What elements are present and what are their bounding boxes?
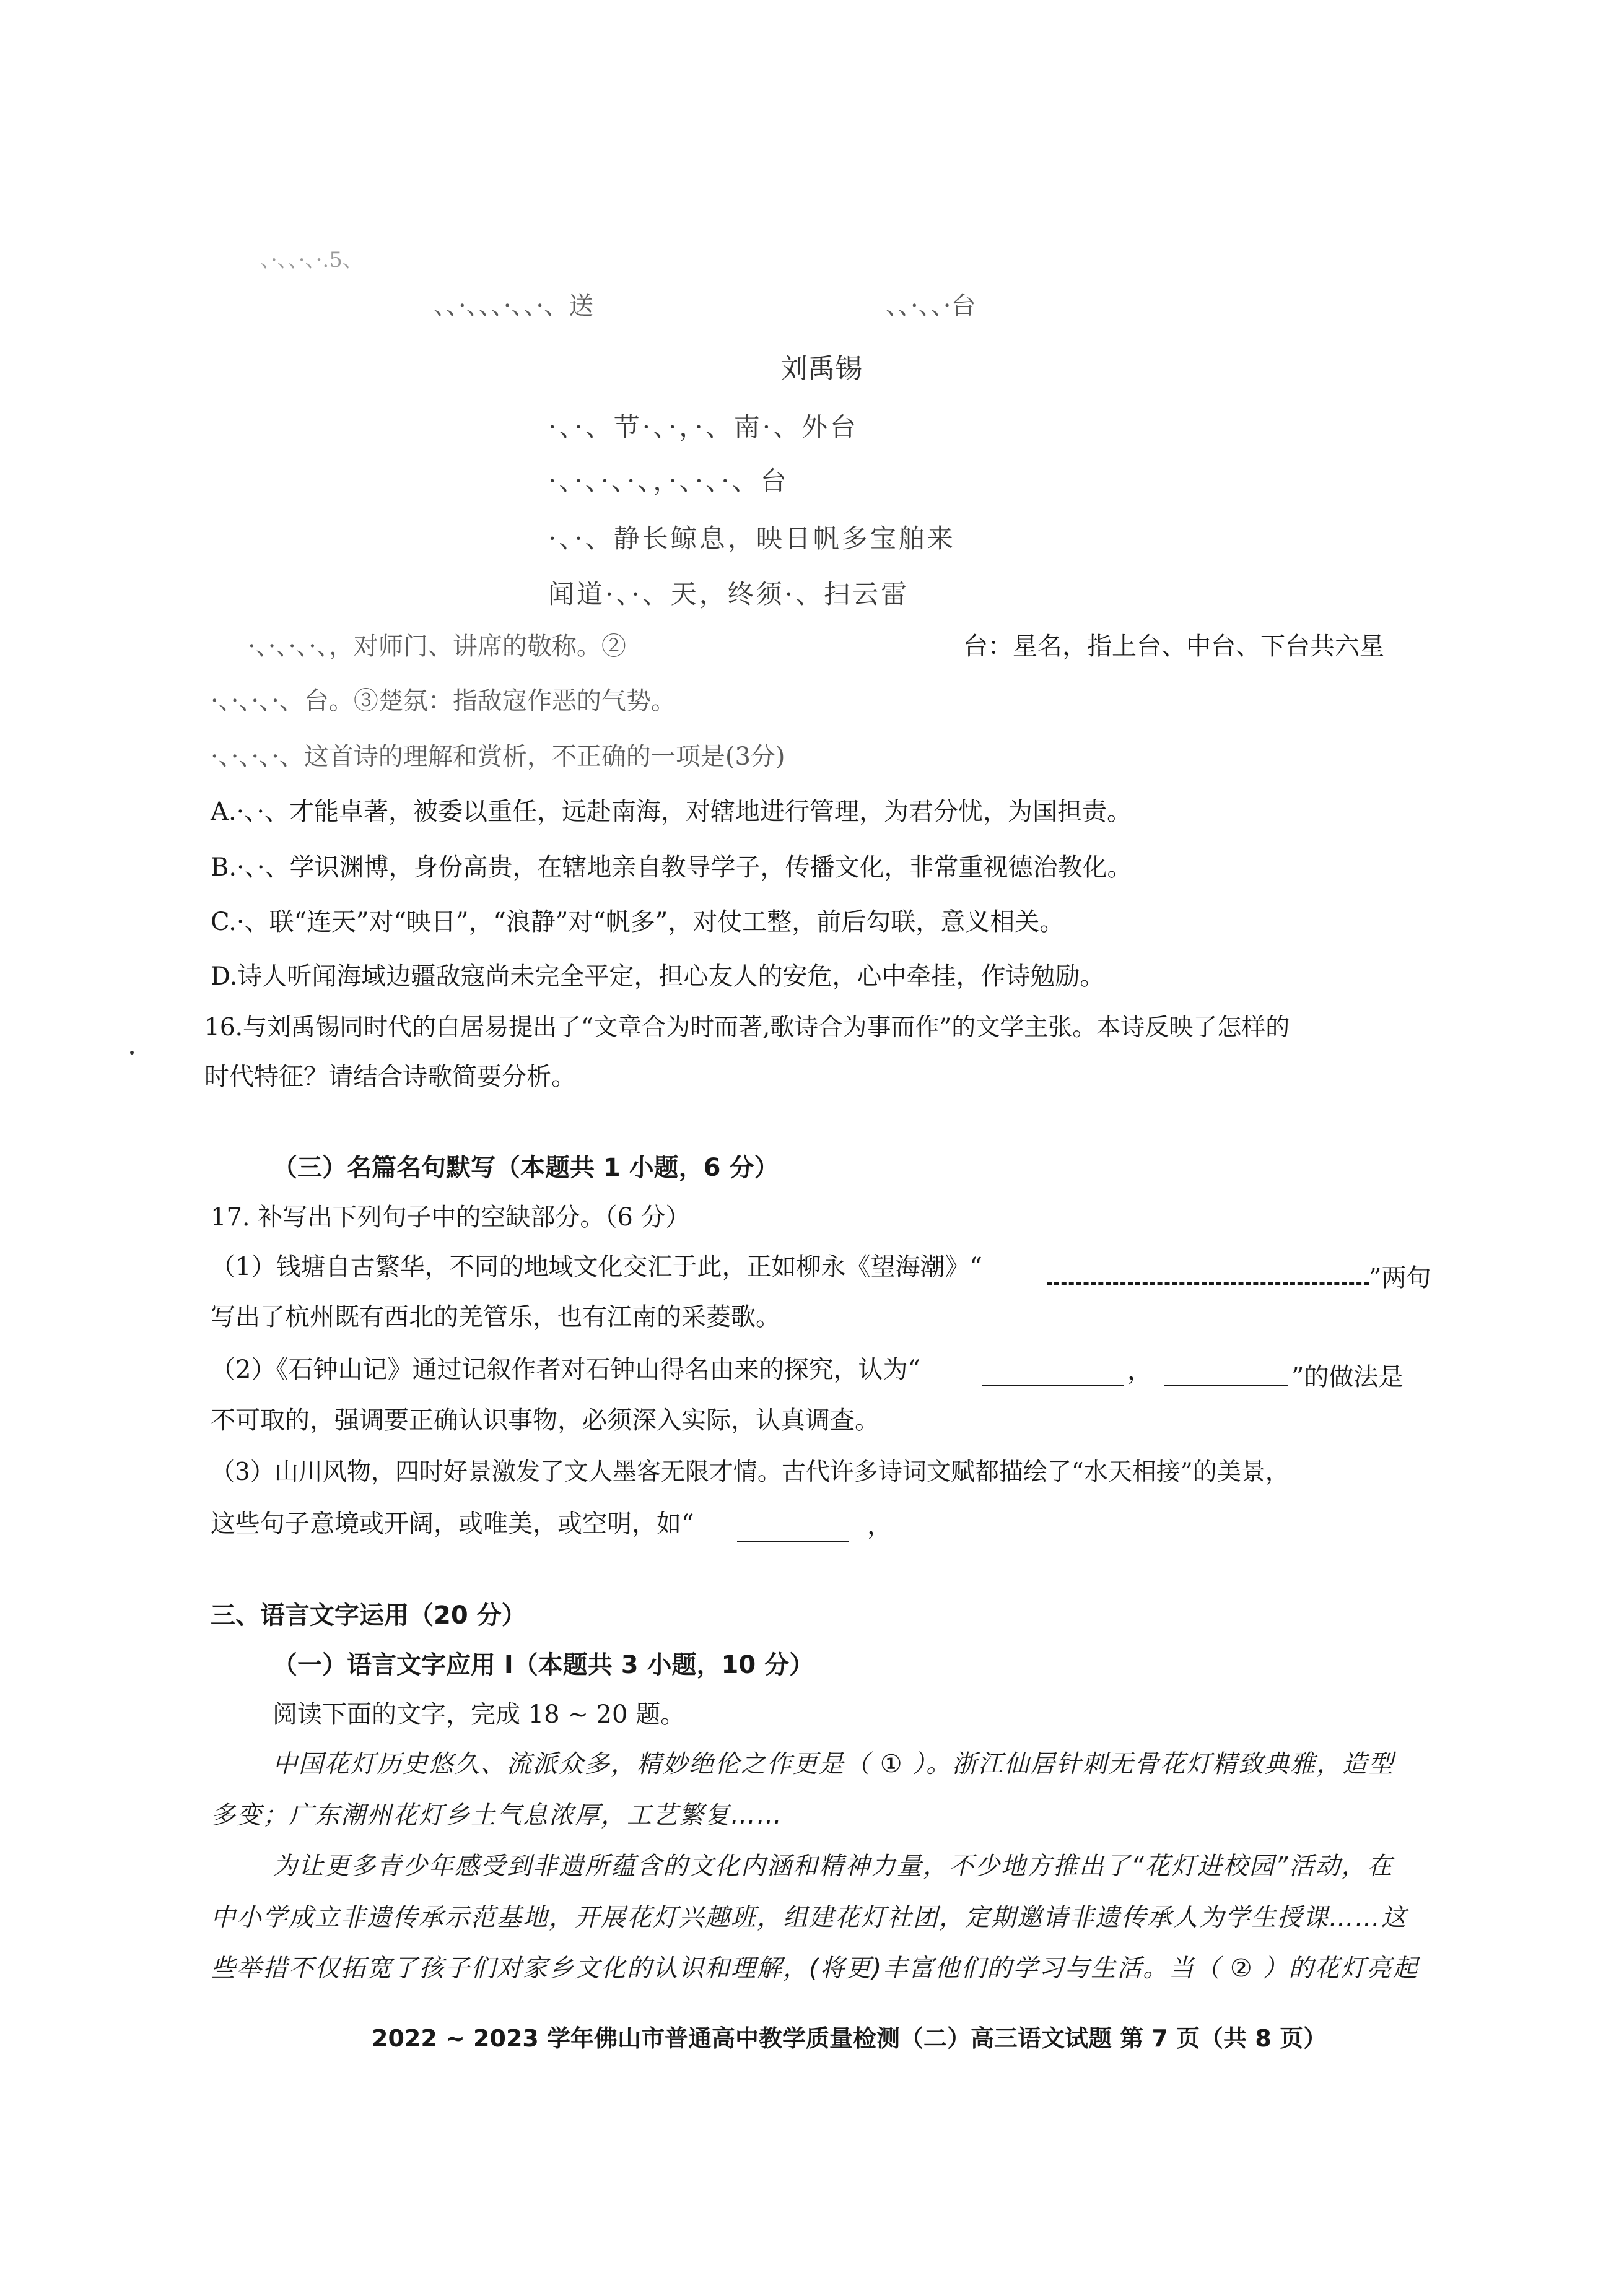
- note-line-1b: 台：星名，指上台、中台、下台共六星: [963, 632, 1384, 661]
- poet-name: 刘禹锡: [780, 353, 862, 385]
- q15-stem: ·、·、·、·、这首诗的理解和赏析，不正确的一项是(3分): [211, 742, 785, 771]
- q17-stem: 17. 补写出下列句子中的空缺部分。（6 分）: [211, 1203, 691, 1232]
- section-heading: （三）名篇名句默写（本题共 1 小题，6 分）: [273, 1154, 779, 1182]
- poem-line-2: ·、·、·、·、，·、·、·、台: [548, 466, 789, 496]
- passage-line-3: 为让更多青少年感受到非遗所蕴含的文化内涵和精神力量，不少地方推出了“花灯进校园”活动，在: [273, 1852, 1394, 1881]
- q17-3-answer-blank-1[interactable]: [737, 1524, 849, 1542]
- q15-option-b: B.·、·、学识渊博，身份高贵，在辖地亲自教导学子，传播文化，非常重视德治教化。: [211, 853, 1132, 882]
- passage-line-5: 些举措不仅拓宽了孩子们对家乡文化的认识和理解，(将更)丰富他们的学习与生活。当（ ② ）的花灯亮起: [211, 1954, 1419, 1983]
- q15-option-c: C.·、联“连天”对“映日”，“浪静”对“帆多”，对仗工整，前后勾联，意义相关。: [211, 908, 1065, 936]
- q17-2-text: （2）《石钟山记》通过记叙作者对石钟山得名由来的探究，认为“: [211, 1355, 920, 1384]
- poem-line-4: 闻道·、·、天，终须·、扫云雷: [548, 579, 910, 609]
- q17-3-text: （3）山川风物，四时好景激发了文人墨客无限才情。古代许多诗词文赋都描绘了“水天相接”的美景，: [211, 1458, 1290, 1486]
- q17-1-line-2: 写出了杭州既有西北的羌管乐，也有江南的采菱歌。: [211, 1303, 780, 1331]
- q17-3-comma: ，: [867, 1511, 892, 1540]
- q16-line-1: 16.与刘禹锡同时代的白居易提出了“文章合为时而著,歌诗合为事而作”的文学主张。本诗反映了怎样的: [204, 1014, 1290, 1041]
- q17-2-answer-blank-2[interactable]: [1164, 1368, 1288, 1386]
- poem-line-3: ·、·、静长鲸息，映日帆多宝舶来: [548, 523, 956, 554]
- note-line-2: ·、·、·、·、台。③楚氛：指敌寇作恶的气势。: [211, 687, 676, 715]
- q17-1-text: （1）钱塘自古繁华，不同的地域文化交汇于此，正如柳永《望海潮》“: [211, 1253, 982, 1281]
- q17-2-line-2: 不可取的，强调要正确认识事物，必须深入实际，认真调查。: [211, 1406, 880, 1435]
- note-line-1a: ·、·、·、·、，对师门、讲席的敬称。②: [248, 632, 626, 661]
- q17-3-answer-blank-2[interactable]: [904, 1524, 972, 1541]
- poem-title-right: 、、·、、·台: [886, 292, 976, 320]
- q16-line-2: 时代特征？请结合诗歌简要分析。: [204, 1063, 576, 1091]
- q17-2-comma: ，: [1127, 1357, 1152, 1385]
- passage-line-4: 中小学成立非遗传承示范基地，开展花灯兴趣班，组建花灯社团，定期邀请非遗传承人为学生授课……这: [211, 1903, 1407, 1932]
- q17-1-answer-blank[interactable]: [1047, 1266, 1369, 1285]
- poem-line-1: ·、·、节·、·，·、南·、外台: [548, 412, 859, 442]
- page-footer: 2022 ~ 2023 学年佛山市普通高中教学质量检测（二）高三语文试题 第 7 页（共 8 页）: [372, 2025, 1327, 2052]
- part-subtitle: （一）语言文字应用 I（本题共 3 小题，10 分）: [273, 1651, 814, 1679]
- q17-2-suffix: ”的做法是: [1291, 1363, 1404, 1391]
- q17-3-line-2: 这些句子意境或开阔，或唯美，或空明，如“: [211, 1510, 694, 1538]
- header-faint-text: 、·、、·、·.5、: [260, 248, 364, 272]
- reading-instruction: 阅读下面的文字，完成 18 ~ 20 题。: [273, 1700, 686, 1729]
- q15-option-a: A.·、·、才能卓著，被委以重任，远赴南海，对辖地进行管理，为君分忧，为国担责。: [211, 798, 1132, 826]
- q17-2-answer-blank-1[interactable]: [982, 1368, 1124, 1386]
- q17-1-suffix: ”两句: [1369, 1264, 1431, 1292]
- passage-line-1: 中国花灯历史悠久、流派众多，精妙绝伦之作更是（ ① ）。浙江仙居针刺无骨花灯精致典雅，造型: [273, 1750, 1395, 1778]
- scan-speck: [130, 1051, 134, 1055]
- part-title: 三、语言文字运用（20 分）: [211, 1601, 526, 1630]
- passage-line-2: 多变；广东潮州花灯乡土气息浓厚，工艺繁复……: [211, 1801, 783, 1830]
- q15-option-d: D.诗人听闻海域边疆敌寇尚未完全平定，担心友人的安危，心中牵挂，作诗勉励。: [211, 962, 1105, 991]
- poem-title-left: 、、·、、、·、、·、送: [434, 292, 594, 320]
